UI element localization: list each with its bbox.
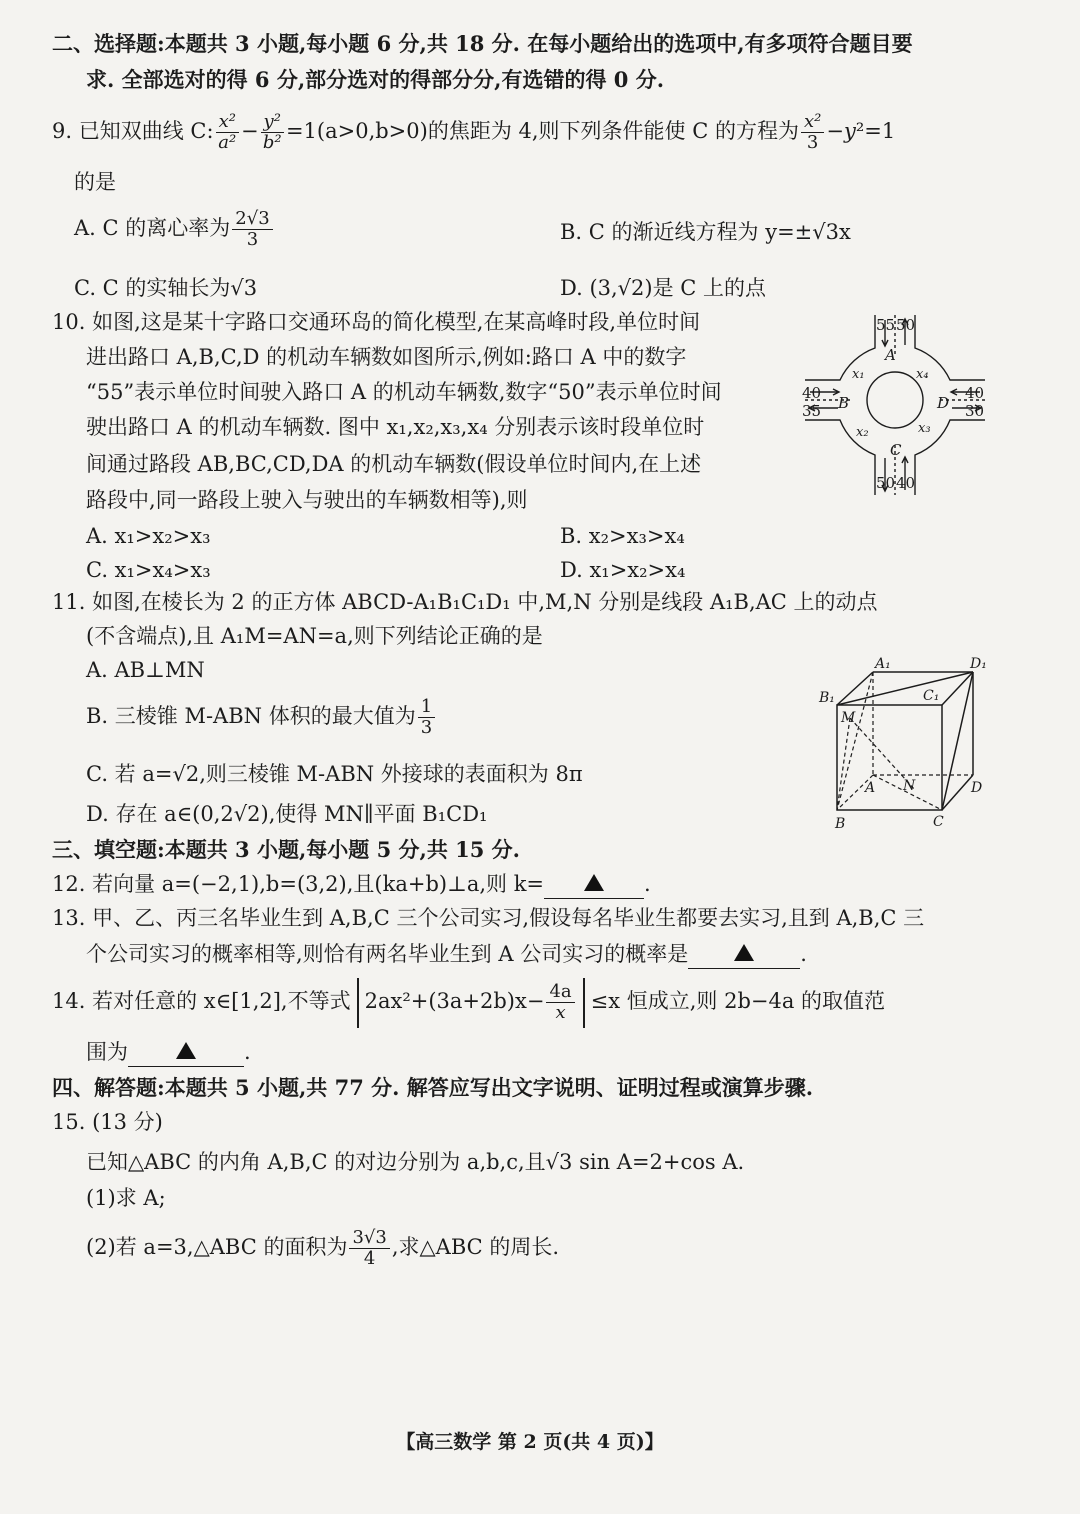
cube-label-b1: B₁ [819, 690, 835, 706]
cube-label-b: B [835, 816, 846, 832]
q10-line: 间通过路段 AB,BC,CD,DA 的机动车辆数(假设单位时间内,在上述 [86, 452, 702, 476]
option-label: A. C 的离心率为 [74, 216, 231, 240]
fig-right-in: 30 [965, 402, 985, 420]
fig-left-in: 40 [802, 384, 822, 402]
triangle-icon [584, 874, 604, 891]
cube-figure [815, 650, 1000, 835]
fraction: $\frac{4a}{x}$ [546, 982, 574, 1023]
fig-label-x3: x₃ [918, 421, 931, 436]
q9-option-d: D. (3,√2)是 C 上的点 [560, 276, 767, 300]
q9-stem-cont: =1(a>0,b>0)的焦距为 4,则下列条件能使 C 的方程为 [285, 119, 799, 143]
fraction: $\frac{2√3}{3}$ [232, 209, 272, 250]
q15-part2-stem: (2)若 a=3,△ABC 的面积为 [86, 1235, 348, 1259]
q9-stem: 已知双曲线 C: [78, 119, 214, 143]
page-footer: 【高三数学 第 2 页(共 4 页)】 [396, 1431, 664, 1453]
q9-stem-line2: 的是 [74, 170, 116, 194]
q14-stem-line2: 围为 [86, 1040, 128, 1064]
q11-stem-line2: (不含端点),且 A₁M=AN=a,则下列结论正确的是 [86, 624, 543, 648]
q15-head: 15. (13 分) [52, 1110, 163, 1134]
fraction: $\frac{1}{3}$ [418, 697, 435, 738]
fig-right-out: 40 [965, 384, 985, 402]
fig-label-x4: x₄ [916, 367, 929, 382]
q10-line: 进出路口 A,B,C,D 的机动车辆数如图所示,例如:路口 A 中的数字 [86, 345, 687, 369]
fig-label-c: C [890, 441, 902, 459]
question-12: 12. 若向量 a=(−2,1),b=(3,2),且(ka+b)⊥a,则 k= . [52, 870, 651, 899]
triangle-icon [176, 1042, 196, 1059]
roundabout-figure [800, 310, 990, 500]
cube-label-d1: D₁ [970, 656, 987, 672]
q9-option-a [74, 206, 275, 250]
q10-option-a: A. x₁>x₂>x₃ [86, 524, 211, 548]
triangle-icon [734, 944, 754, 961]
fig-label-a: A [885, 346, 896, 364]
fig-top-in: 55 [876, 316, 896, 334]
q11-stem: 11. 如图,在棱长为 2 的正方体 ABCD-A₁B₁C₁D₁ 中,M,N 分别是线段 A₁B,AC 上的动点 [52, 590, 878, 614]
q13-stem-line2: 个公司实习的概率相等,则恰有两名毕业生到 A 公司实习的概率是 [86, 942, 689, 966]
fig-label-b: B [838, 394, 850, 412]
q14-expression: 2ax²+(3a+2b)x− [364, 989, 545, 1013]
q14-stem: 14. 若对任意的 x∈[1,2],不等式 [52, 989, 351, 1013]
q12-stem: 12. 若向量 a=(−2,1),b=(3,2),且(ka+b)⊥a,则 k= [52, 872, 545, 896]
q11-option-c: C. 若 a=√2,则三棱锥 M-ABN 外接球的表面积为 8π [86, 762, 583, 786]
answer-blank[interactable] [688, 940, 800, 969]
section-3-header: 三、填空题:本题共 3 小题,每小题 5 分,共 15 分. [52, 837, 520, 862]
q15-part2 [86, 1222, 559, 1272]
option-label: B. 三棱锥 M-ABN 体积的最大值为 [86, 704, 416, 728]
q10-option-c: C. x₁>x₄>x₃ [86, 558, 211, 582]
question-13-line2: 个公司实习的概率相等,则恰有两名毕业生到 A 公司实习的概率是 . [86, 940, 807, 969]
fig-label-d: D [937, 394, 950, 412]
abs-bar [583, 978, 585, 1028]
cube-label-c: C [933, 814, 944, 830]
fraction: $\frac{\text{x²}}{3}$ [801, 112, 824, 153]
cube-label-a1: A₁ [875, 656, 891, 672]
fig-left-out: 35 [802, 402, 822, 420]
q11-option-d: D. 存在 a∈(0,2√2),使得 MN∥平面 B₁CD₁ [86, 802, 488, 826]
q13-stem: 13. 甲、乙、丙三名毕业生到 A,B,C 三个公司实习,假设每名毕业生都要去实习,且到 A,B,C 三 [52, 906, 925, 930]
q10-line: 路段中,同一路段上驶入与驶出的车辆数相等),则 [86, 488, 528, 512]
q9-option-c: C. C 的实轴长为√3 [74, 276, 258, 300]
answer-blank[interactable] [544, 870, 644, 899]
abs-bar [357, 978, 359, 1028]
q11-option-a: A. AB⊥MN [86, 658, 205, 682]
fig-label-x1: x₁ [852, 367, 865, 382]
q9-option-b: B. C 的渐近线方程为 y=±√3x [560, 220, 851, 244]
cube-label-n: N [903, 778, 916, 794]
fig-bottom-out: 40 [896, 474, 916, 492]
q9-stem-end: =1 [864, 119, 896, 143]
q10-line: 驶出路口 A 的机动车辆数. 图中 x₁,x₂,x₃,x₄ 分别表示该时段单位时 [86, 415, 705, 439]
fig-label-x2: x₂ [856, 425, 869, 440]
cube-label-d: D [971, 780, 983, 796]
q10-line: “55”表示单位时间驶入路口 A 的机动车辆数,数字“50”表示单位时间 [86, 380, 722, 404]
q11-option-b [86, 694, 437, 738]
fraction: $\frac{\text{x²}}{\text{a²}}$ [216, 112, 239, 153]
fig-bottom-in: 50 [876, 474, 896, 492]
section-2-header: 二、选择题:本题共 3 小题,每小题 6 分,共 18 分. 在每小题给出的选项中,有多项符合题目要 [52, 31, 913, 56]
q10-option-b: B. x₂>x₃>x₄ [560, 524, 685, 548]
q15-part2-end: ,求△ABC 的周长. [391, 1235, 560, 1259]
q10-line: 10. 如图,这是某十字路口交通环岛的简化模型,在某高峰时段,单位时间 [52, 310, 701, 334]
fraction: $\frac{3√3}{4}$ [349, 1228, 389, 1269]
section-4-header: 四、解答题:本题共 5 小题,共 77 分. 解答应写出文字说明、证明过程或演算步骤. [52, 1075, 814, 1100]
q14-stem-end: ≤x 恒成立,则 2b−4a 的取值范 [590, 989, 886, 1013]
fraction: $\frac{\text{y²}}{\text{b²}}$ [261, 112, 284, 153]
q15-part1: (1)求 A; [86, 1186, 166, 1210]
cube-label-c1: C₁ [923, 688, 940, 704]
question-14 [52, 976, 885, 1028]
cube-label-m: M [841, 710, 856, 726]
q15-stem: 已知△ABC 的内角 A,B,C 的对边分别为 a,b,c,且√3 sin A=2+cos A. [86, 1150, 745, 1174]
fig-top-out: 50 [896, 316, 916, 334]
question-9: 9. 已知双曲线 C: $\frac{\text{x²}}{\text{a²}}$ − $\frac{\text{y²}}{\text{b²}}$ =1(a>0,b>0)的焦距为 4,则下列条件能使 C 的方程为 $\frac{\text{x²}}{3}$ −y²=1 [52, 111, 896, 153]
question-14-line2: 围为 . [86, 1038, 251, 1067]
answer-blank[interactable] [128, 1038, 244, 1067]
section-2-header-line2: 求. 全部选对的得 6 分,部分选对的得部分分,有选错的得 0 分. [86, 67, 665, 92]
q10-option-d: D. x₁>x₂>x₄ [560, 558, 686, 582]
question-number: 9. [52, 119, 73, 143]
cube-label-a: A [865, 780, 876, 796]
